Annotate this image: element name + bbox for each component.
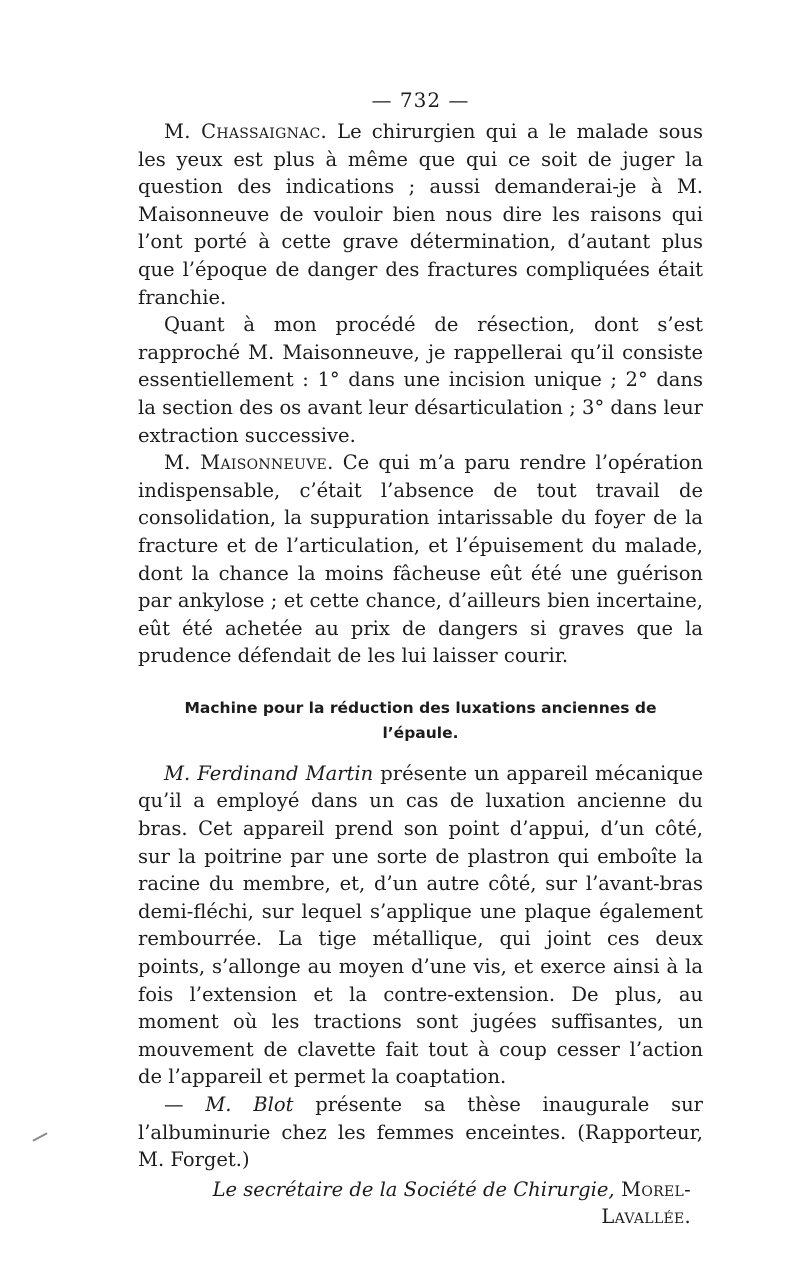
paragraph-text: présente un appareil mécanique qu’il a employé dans un cas de luxation ancienne du bras. Cet appareil prend son point d’appui, d’un côté, sur la poitrine par une sorte de plastron qui emboîte la racine du membre, et, d’un autre côté, sur l’avant-bras demi-fléchi, sur lequel s’applique une plaque également rembourrée. La tige métallique, qui joint ces deux points, s’allonge au moyen d’une vis, et exerce ainsi à la fois l’extension et la contre-extension. De plus, au moment où les tractions sont jugées suffisantes, un mouvement de clavette fait tout à coup cesser l’action de l’appareil et permet la coaptation. bbox=[138, 761, 703, 1089]
dash-prefix: — bbox=[164, 1093, 206, 1116]
section-heading: Machine pour la réduction des luxations anciennes de l’épaule. bbox=[184, 698, 657, 742]
ink-speck bbox=[32, 1132, 47, 1141]
speaker-name: M. Blot bbox=[205, 1093, 294, 1116]
signature-name: Morel-Lavallée. bbox=[601, 1177, 691, 1229]
paragraph-text: présente sa thèse inaugurale sur l’albuminurie chez les femmes enceintes. (Rapporteur, M. Forget.) bbox=[138, 1093, 703, 1172]
paragraph-text: Ce qui m’a paru rendre l’opération indispensable, c’était l’absence de tout travail de consolidation, la suppuration intarissable du foyer de la fracture et de l’articulation, et l’épuisement du malade, dont la chance la moins fâcheuse eût été une guérison par ankylose ; et cette chance, d’ailleurs bien incertaine, eût été achetée au prix de dangers si graves que la prudence défendait de les lui laisser courir. bbox=[138, 451, 703, 668]
page-number: — 732 — bbox=[371, 88, 470, 112]
speaker-name: M. Chassaignac. bbox=[164, 120, 328, 143]
paragraph-martin bbox=[138, 760, 703, 1091]
paragraph-maisonneuve bbox=[138, 449, 703, 670]
signature-role: Le secrétaire de la Société de Chirurgie, bbox=[212, 1177, 615, 1201]
paragraph-resection-procedure bbox=[138, 311, 703, 449]
paragraph-text: Quant à mon procédé de résection, dont s’est rapproché M. Maisonneuve, je rappellerai qu’il consiste essentiellement : 1° dans une incision unique ; 2° dans la section des os avant leur désarticulation ; 3° dans leur extraction successive. bbox=[138, 313, 703, 447]
speaker-name: M. Ferdinand Martin bbox=[164, 761, 374, 785]
page-content bbox=[138, 88, 703, 1231]
paragraph-text: Le chirurgien qui a le malade sous les yeux est plus à même que qui ce soit de juger la question des indications ; aussi demanderai-je à M. Maisonneuve de vouloir bien nous dire les raisons qui l’ont porté à cette grave détermination, d’autant plus que l’époque de danger des fractures compliquées était franchie. bbox=[138, 120, 703, 309]
speaker-name: M. Maisonneuve. bbox=[164, 451, 334, 475]
signature bbox=[138, 1176, 703, 1231]
paragraph-blot bbox=[138, 1091, 703, 1174]
paragraph-chassaignac bbox=[138, 118, 703, 311]
